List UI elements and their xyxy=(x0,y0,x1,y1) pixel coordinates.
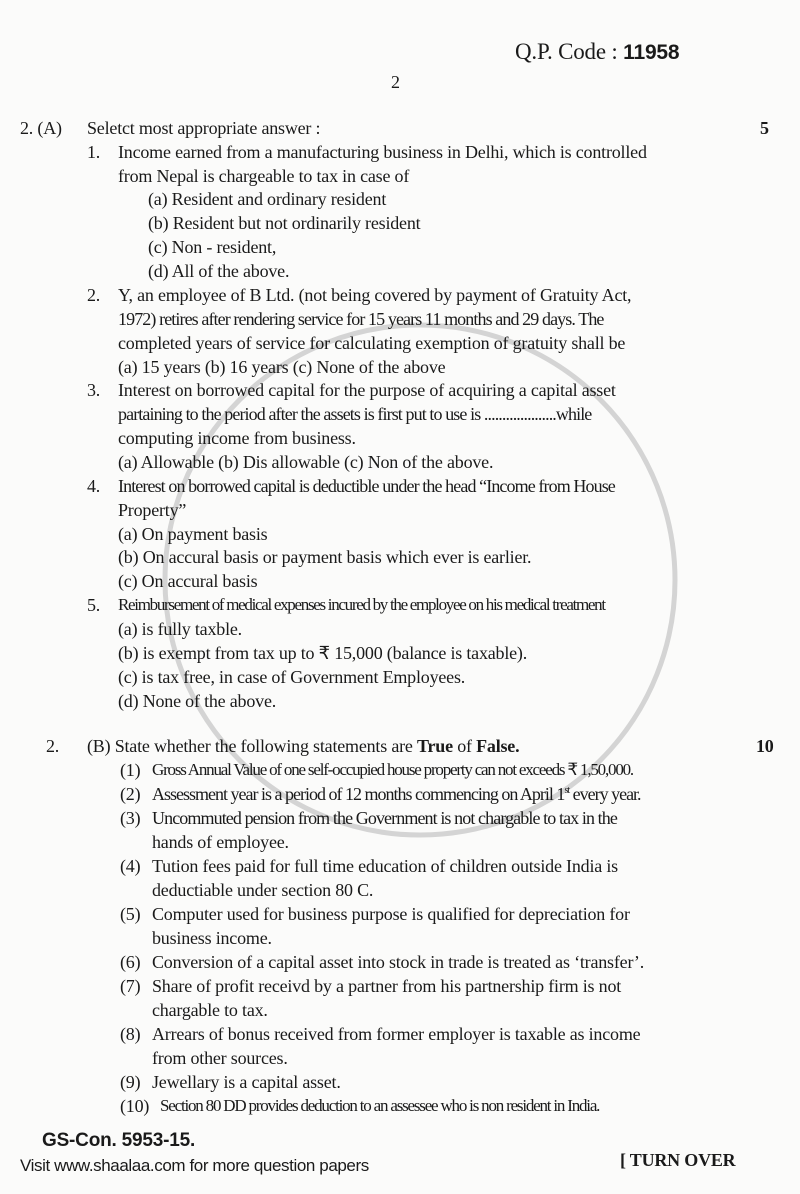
page-number: 2 xyxy=(391,72,400,92)
question-text: Property” xyxy=(118,500,187,520)
statement-text: Jewellary is a capital asset. xyxy=(152,1072,341,1092)
question-text: partaining to the period after the assets is first put to use is ....................while xyxy=(118,404,592,424)
option: (d) All of the above. xyxy=(148,261,290,281)
question-number: 4. xyxy=(87,476,101,496)
false-word: False. xyxy=(476,736,520,756)
statement-text-part: Assessment year is a period of 12 months commencing on April 1 xyxy=(152,784,565,804)
statement-text: Gross Annual Value of one self-occupied house property can not exceeds ₹ 1,50,000. xyxy=(152,760,633,779)
question-number: 1. xyxy=(87,142,101,162)
statement-number: (4) xyxy=(120,856,141,876)
question-options: (a) 15 years (b) 16 years (c) None of the above xyxy=(118,357,446,377)
option: (d) None of the above. xyxy=(118,691,277,711)
statement-number: (6) xyxy=(120,952,141,972)
qp-code-label: Q.P. Code : xyxy=(515,39,618,64)
question-number: 2. xyxy=(87,285,101,305)
statement-text xyxy=(152,783,641,805)
section-b-marks: 10 xyxy=(756,736,774,756)
section-a-instruction: Seletct most appropriate answer : xyxy=(87,118,321,138)
question-options: (a) Allowable (b) Dis allowable (c) Non of the above. xyxy=(118,452,494,472)
footer-code: GS-Con. 5953-15. xyxy=(42,1130,196,1151)
option: (b) is exempt from tax up to ₹ 15,000 (balance is taxable). xyxy=(118,643,528,663)
option: (a) On payment basis xyxy=(118,524,268,544)
statement-number: (9) xyxy=(120,1072,141,1092)
option: (c) is tax free, in case of Government Employees. xyxy=(118,667,466,687)
statement-text: Arrears of bonus received from former employer is taxable as income xyxy=(152,1024,641,1044)
question-text: Interest on borrowed capital for the purpose of acquiring a capital asset xyxy=(118,380,616,400)
statement-number: (7) xyxy=(120,976,141,996)
statement-text: deductiable under section 80 C. xyxy=(152,880,374,900)
statement-number: (1) xyxy=(120,760,141,780)
section-b-label: (B) State whether the following statements are xyxy=(87,736,413,756)
question-text: completed years of service for calculating exemption of gratuity shall be xyxy=(118,333,626,353)
statement-text: chargable to tax. xyxy=(152,1000,268,1020)
statement-text: Conversion of a capital asset into stock in trade is treated as ‘transfer’. xyxy=(152,952,644,972)
section-a-marks: 5 xyxy=(760,118,769,138)
option: (a) Resident and ordinary resident xyxy=(148,189,387,209)
statement-number: (5) xyxy=(120,904,141,924)
footer-visit-link[interactable]: Visit www.shaalaa.com for more question papers xyxy=(20,1156,369,1175)
statement-number: (3) xyxy=(120,808,141,828)
question-text: computing income from business. xyxy=(118,428,356,448)
statement-number: (10) xyxy=(120,1096,150,1116)
option: (c) Non - resident, xyxy=(148,237,277,257)
question-number: 3. xyxy=(87,380,101,400)
qp-code-value: 11958 xyxy=(623,41,680,64)
question-text: from Nepal is chargeable to tax in case of xyxy=(118,166,410,186)
question-text: Income earned from a manufacturing business in Delhi, which is controlled xyxy=(118,142,647,162)
option: (a) is fully taxble. xyxy=(118,619,242,639)
statement-text: business income. xyxy=(152,928,272,948)
statement-text: from other sources. xyxy=(152,1048,288,1068)
section-b-instruction xyxy=(87,735,519,757)
of-word: of xyxy=(457,736,472,756)
question-text: Reimbursement of medical expenses incured by the employee on his medical treatment xyxy=(118,595,605,614)
section-a-number: 2. (A) xyxy=(20,118,62,138)
statement-text: hands of employee. xyxy=(152,832,289,852)
question-number: 5. xyxy=(87,595,101,615)
statement-text: Uncommuted pension from the Government is not chargable to tax in the xyxy=(152,808,617,828)
question-text: Interest on borrowed capital is deductible under the head “Income from House xyxy=(118,476,615,496)
option: (b) Resident but not ordinarily resident xyxy=(148,213,421,233)
statement-number: (8) xyxy=(120,1024,141,1044)
turn-over: [ TURN OVER xyxy=(620,1150,736,1170)
statement-text: Tution fees paid for full time education of children outside India is xyxy=(152,856,618,876)
statement-text: Share of profit receivd by a partner from his partnership firm is not xyxy=(152,976,622,996)
statement-text: Section 80 DD provides deduction to an assessee who is non resident in India. xyxy=(160,1096,600,1115)
option: (c) On accural basis xyxy=(118,571,258,591)
section-b-number: 2. xyxy=(46,736,60,756)
statement-number: (2) xyxy=(120,784,141,804)
true-word: True xyxy=(417,736,453,756)
qp-code xyxy=(515,41,679,64)
question-text: Y, an employee of B Ltd. (not being covered by payment of Gratuity Act, xyxy=(118,285,632,305)
statement-text-part: every year. xyxy=(569,784,641,804)
statement-text: Computer used for business purpose is qualified for depreciation for xyxy=(152,904,630,924)
option: (b) On accural basis or payment basis which ever is earlier. xyxy=(118,547,532,567)
superscript: st xyxy=(564,785,570,796)
question-text: 1972) retires after rendering service for 15 years 11 months and 29 days. The xyxy=(118,309,604,329)
